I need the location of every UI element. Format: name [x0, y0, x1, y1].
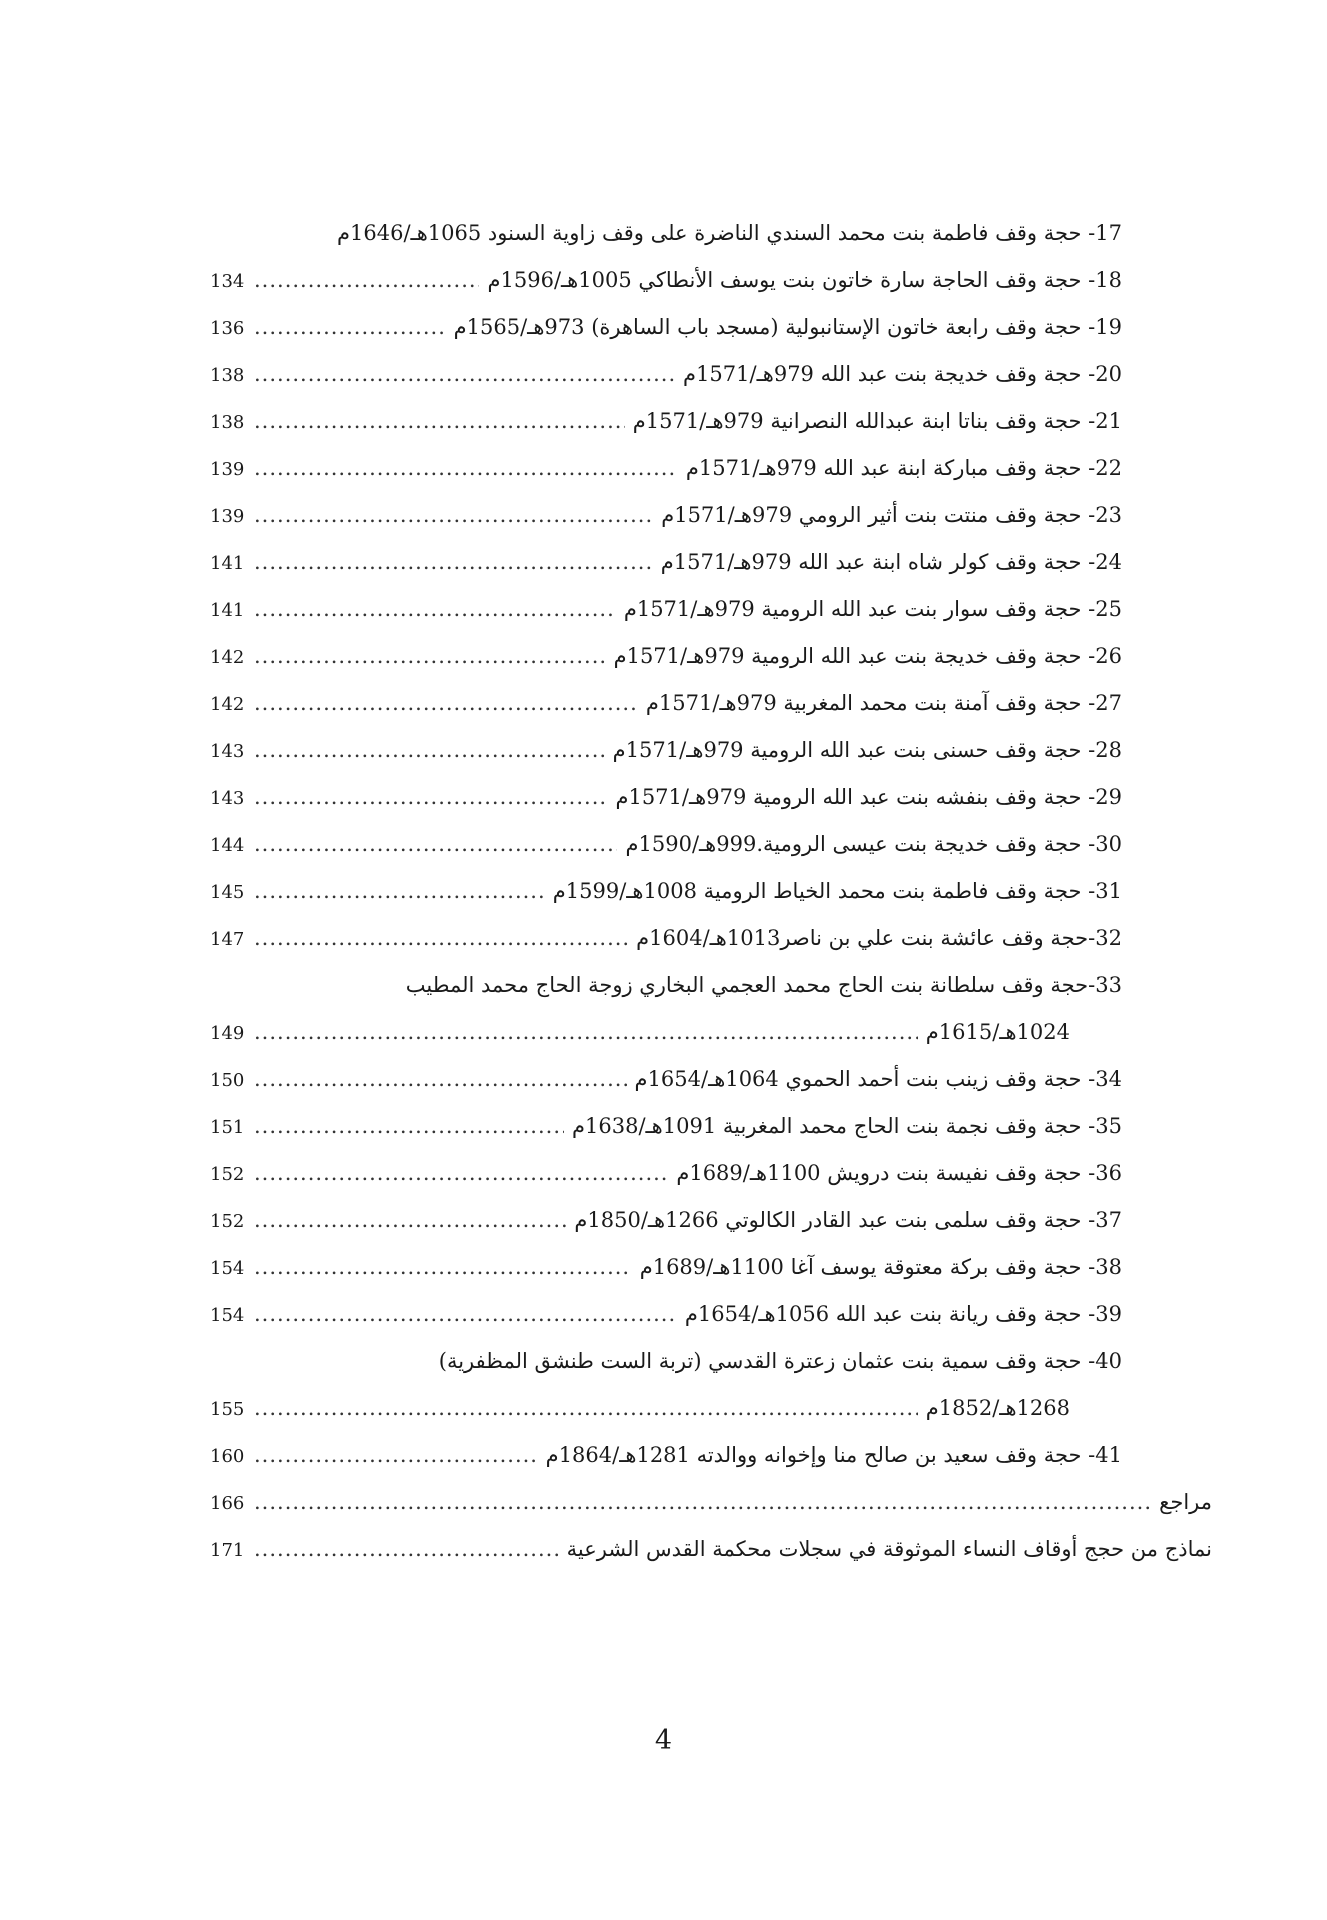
- toc-entry-title: 17- حجة وقف فاطمة بنت محمد السندي الناضرة على وقف زاوية السنود 1065هـ/1646م: [337, 221, 1122, 245]
- toc-entry-27: [210, 680, 1122, 727]
- dot-leader: [254, 1385, 918, 1432]
- toc-entry-41: [210, 1432, 1122, 1479]
- dot-leader: [254, 1291, 677, 1338]
- toc-entry-references: [210, 1479, 1212, 1526]
- dot-leader: [254, 351, 675, 398]
- toc-entry-title: 35- حجة وقف نجمة بنت الحاج محمد المغربية 1091هـ/1638م: [571, 1114, 1122, 1138]
- toc-entry-20: [210, 351, 1122, 398]
- dot-leader: [254, 304, 446, 351]
- toc-entry-title: 31- حجة وقف فاطمة بنت محمد الخياط الرومية 1008هـ/1599م: [552, 879, 1122, 903]
- toc-entry-page: 160: [210, 1446, 245, 1467]
- dot-leader: [254, 680, 638, 727]
- toc-entry-40: [210, 1338, 1122, 1385]
- toc-entry-34: [210, 1056, 1122, 1103]
- toc-entry-title: 18- حجة وقف الحاجة سارة خاتون بنت يوسف الأنطاكي 1005هـ/1596م: [487, 268, 1122, 292]
- toc-entry-title: 1024هـ/1615م: [925, 1020, 1070, 1044]
- table-of-contents: [210, 210, 1212, 1573]
- dot-leader: [254, 1526, 559, 1573]
- toc-entry-page: 139: [210, 506, 245, 527]
- toc-entry-page: 134: [210, 271, 245, 292]
- toc-entry-page: 152: [210, 1211, 245, 1232]
- toc-entry-page: 144: [210, 835, 245, 856]
- toc-entry-page: 150: [210, 1070, 245, 1091]
- toc-entry-title: 1268هـ/1852م: [925, 1396, 1070, 1420]
- dot-leader: [254, 257, 479, 304]
- toc-entry-title: 25- حجة وقف سوار بنت عبد الله الرومية 979هـ/1571م: [623, 597, 1122, 621]
- toc-entry-17: [210, 210, 1122, 257]
- toc-entry-title: 38- حجة وقف بركة معتوقة يوسف آغا 1100هـ/1689م: [639, 1255, 1122, 1279]
- toc-entry-title: 36- حجة وقف نفيسة بنت درويش 1100هـ/1689م: [676, 1161, 1122, 1185]
- toc-entry-33-continuation: [210, 1009, 1122, 1056]
- toc-entry-title: 20- حجة وقف خديجة بنت عبد الله 979هـ/1571م: [683, 362, 1122, 386]
- dot-leader: [254, 1479, 1151, 1526]
- toc-entry-title: 40- حجة وقف سمية بنت عثمان زعترة القدسي (تربة الست طنشق المظفرية): [438, 1349, 1122, 1373]
- toc-entry-page: 138: [210, 365, 245, 386]
- toc-entry-25: [210, 586, 1122, 633]
- dot-leader: [254, 1197, 566, 1244]
- toc-entry-page: 171: [210, 1540, 245, 1561]
- dot-leader: [254, 492, 653, 539]
- toc-entry-title: 32-حجة وقف عائشة بنت علي بن ناصر1013هـ/1604م: [636, 926, 1122, 950]
- toc-entry-30: [210, 821, 1122, 868]
- toc-entry-title: 26- حجة وقف خديجة بنت عبد الله الرومية 979هـ/1571م: [613, 644, 1122, 668]
- toc-entry-title: 21- حجة وقف بناتا ابنة عبدالله النصرانية 979هـ/1571م: [632, 409, 1122, 433]
- toc-entry-page: 155: [210, 1399, 245, 1420]
- toc-entry-23: [210, 492, 1122, 539]
- dot-leader: [254, 774, 607, 821]
- toc-entry-page: 136: [210, 318, 245, 339]
- dot-leader: [254, 398, 625, 445]
- page-number: 4: [654, 1725, 673, 1756]
- toc-entry-29: [210, 774, 1122, 821]
- dot-leader: [254, 868, 545, 915]
- toc-entry-title: 33-حجة وقف سلطانة بنت الحاج محمد العجمي البخاري زوجة الحاج محمد المطيب: [405, 973, 1122, 997]
- toc-entry-35: [210, 1103, 1122, 1150]
- toc-entry-32: [210, 915, 1122, 962]
- toc-entry-title: 28- حجة وقف حسنى بنت عبد الله الرومية 979هـ/1571م: [612, 738, 1122, 762]
- toc-entry-26: [210, 633, 1122, 680]
- toc-entry-21: [210, 398, 1122, 445]
- dot-leader: [254, 727, 605, 774]
- toc-entry-28: [210, 727, 1122, 774]
- toc-entry-title: 39- حجة وقف ريانة بنت عبد الله 1056هـ/1654م: [684, 1302, 1122, 1326]
- toc-entry-39: [210, 1291, 1122, 1338]
- toc-entry-page: 154: [210, 1305, 245, 1326]
- toc-entry-page: 143: [210, 741, 245, 762]
- toc-entry-19: [210, 304, 1122, 351]
- toc-entry-title: 34- حجة وقف زينب بنت أحمد الحموي 1064هـ/1654م: [634, 1067, 1122, 1091]
- toc-entry-31: [210, 868, 1122, 915]
- dot-leader: [254, 586, 616, 633]
- dot-leader: [254, 821, 617, 868]
- toc-entry-40-continuation: [210, 1385, 1122, 1432]
- toc-entry-page: 139: [210, 459, 245, 480]
- toc-entry-samples: [210, 1526, 1212, 1573]
- toc-entry-title: 29- حجة وقف بنفشه بنت عبد الله الرومية 979هـ/1571م: [615, 785, 1122, 809]
- toc-entry-title: 19- حجة وقف رابعة خاتون الإستانبولية (مسجد باب الساهرة) 973هـ/1565م: [453, 315, 1122, 339]
- toc-entry-title: 30- حجة وقف خديجة بنت عيسى الرومية.999هـ/1590م: [625, 832, 1122, 856]
- toc-entry-title: 27- حجة وقف آمنة بنت محمد المغربية 979هـ/1571م: [645, 691, 1122, 715]
- toc-entry-page: 142: [210, 647, 245, 668]
- dot-leader: [254, 445, 678, 492]
- toc-entry-page: 143: [210, 788, 245, 809]
- toc-entry-33: [210, 962, 1122, 1009]
- toc-entry-page: 141: [210, 600, 245, 621]
- toc-entry-36: [210, 1150, 1122, 1197]
- toc-entry-title: نماذج من حجج أوقاف النساء الموثوقة في سجلات محكمة القدس الشرعية: [566, 1537, 1212, 1561]
- dot-leader: [254, 1432, 538, 1479]
- toc-entry-page: 142: [210, 694, 245, 715]
- toc-entry-page: 145: [210, 882, 245, 903]
- toc-entry-page: 152: [210, 1164, 245, 1185]
- dot-leader: [254, 1244, 632, 1291]
- toc-entry-24: [210, 539, 1122, 586]
- toc-entry-page: 141: [210, 553, 245, 574]
- dot-leader: [254, 1150, 668, 1197]
- dot-leader: [254, 633, 606, 680]
- toc-entry-title: 22- حجة وقف مباركة ابنة عبد الله 979هـ/1571م: [685, 456, 1122, 480]
- toc-entry-37: [210, 1197, 1122, 1244]
- toc-entry-page: 138: [210, 412, 245, 433]
- dot-leader: [254, 539, 653, 586]
- toc-entry-title: 24- حجة وقف كولر شاه ابنة عبد الله 979هـ/1571م: [660, 550, 1122, 574]
- toc-entry-page: 147: [210, 929, 245, 950]
- toc-entry-page: 154: [210, 1258, 245, 1279]
- toc-entry-title: 23- حجة وقف منتت بنت أثير الرومي 979هـ/1571م: [661, 503, 1122, 527]
- dot-leader: [254, 1103, 564, 1150]
- toc-entry-38: [210, 1244, 1122, 1291]
- toc-entry-page: 166: [210, 1493, 245, 1514]
- toc-entry-title: مراجع: [1159, 1490, 1212, 1514]
- dot-leader: [254, 915, 628, 962]
- dot-leader: [254, 1056, 627, 1103]
- toc-entry-title: 41- حجة وقف سعيد بن صالح منا وإخوانه ووالدته 1281هـ/1864م: [545, 1443, 1122, 1467]
- toc-entry-22: [210, 445, 1122, 492]
- toc-entry-page: 149: [210, 1023, 245, 1044]
- dot-leader: [254, 1009, 918, 1056]
- toc-entry-title: 37- حجة وقف سلمى بنت عبد القادر الكالوتي 1266هـ/1850م: [574, 1208, 1122, 1232]
- toc-entry-18: [210, 257, 1122, 304]
- toc-entry-page: 151: [210, 1117, 245, 1138]
